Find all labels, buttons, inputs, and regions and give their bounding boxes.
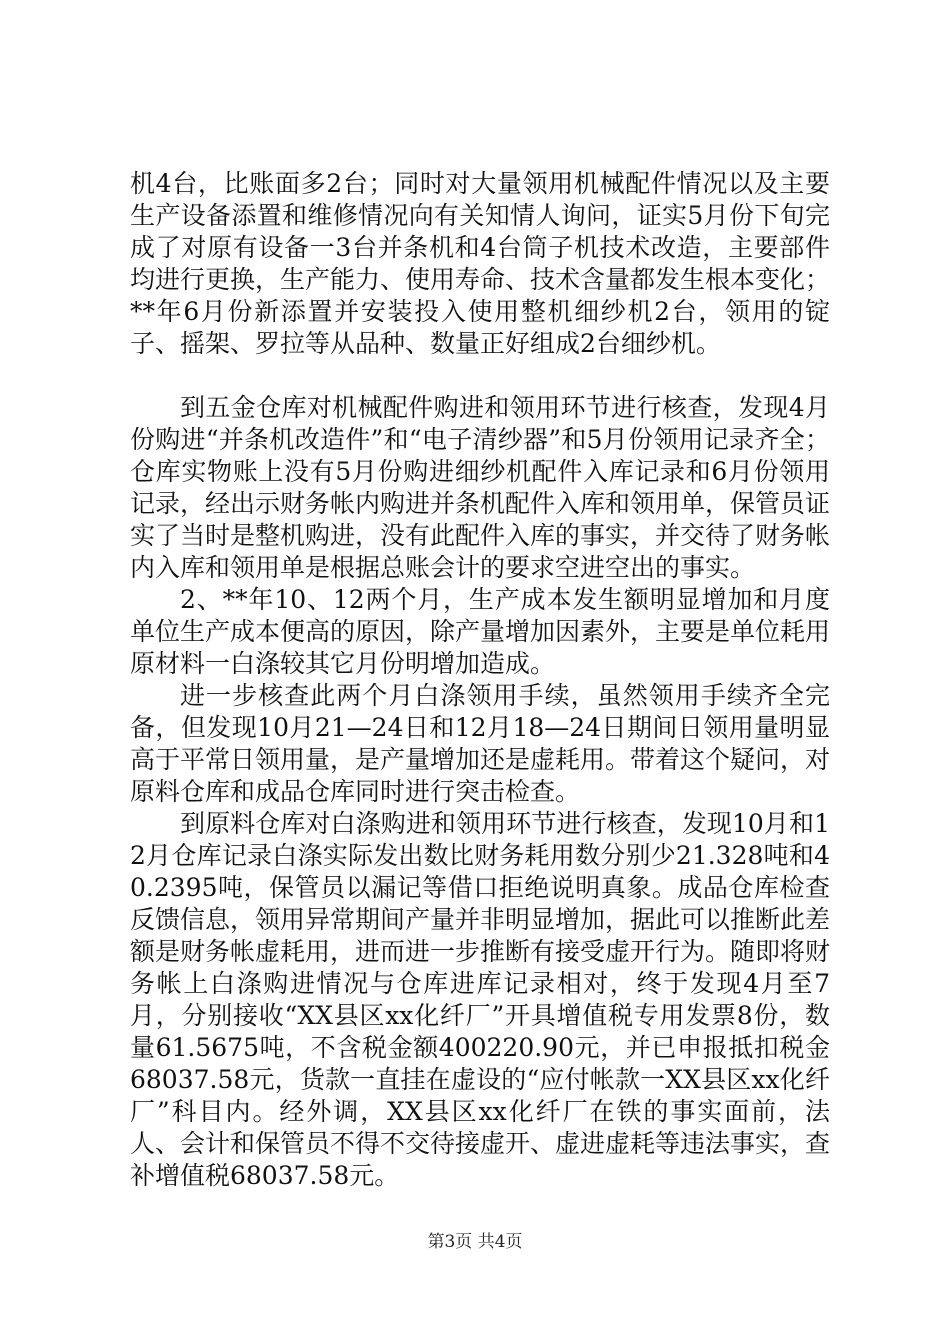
paragraph-further-check: 进一步核查此两个月白涤领用手续，虽然领用手续齐全完备，但发现10月21—24日和12月18—24日期间日领用量明显高于平常日领用量，是产量增加还是虚耗用。带着这个疑问，对原料仓库和成品仓库同时进行突击检查。 — [130, 681, 831, 806]
page-footer: 第3页 共4页 — [427, 1232, 523, 1252]
document-body — [130, 168, 830, 1192]
paragraph-hardware-warehouse: 到五金仓库对机械配件购进和领用环节进行核查，发现4月份购进“并条机改造件”和“电子清纱器”和5月份领用记录齐全；仓库实物账上没有5月份购进细纱机配件入库记录和6月份领用记录，经出示财务帐内购进并条机配件入库和领用单，保管员证实了当时是整机购进，没有此配件入库的事实，并交待了财务帐内入库和领用单是根据总账会计的要求空进空出的事实。 — [130, 393, 831, 582]
paragraph-cost-increase: 2、**年10、12两个月，生产成本发生额明显增加和月度单位生产成本便高的原因，除产量增加因素外，主要是单位耗用原材料一白涤较其它月份明增加造成。 — [130, 585, 831, 678]
paragraph-raw-material-warehouse: 到原料仓库对白涤购进和领用环节进行核查，发现10月和12月仓库记录白涤实际发出数比财务耗用数分别少21.328吨和40.2395吨，保管员以漏记等借口拒绝说明真象。成品仓库检查反馈信息，领用异常期间产量并非明显增加，据此可以推断此差额是财务帐虚耗用，进而进一步推断有接受虚开行为。随即将财务帐上白涤购进情况与仓库进库记录相对，终于发现4月至7月，分别接收“XX县区xx化纤厂”开具增值税专用发票8份，数量61.5675吨，不含税金额400220.90元，并已申报抵扣税金68037.58元，货款一直挂在虚设的“应付帐款一XX县区xx化纤厂”科目内。经外调，XX县区xx化纤厂在铁的事实面前，法人、会计和保管员不得不交待接虚开、虚进虚耗等违法事实，查补增值税68037.58元。 — [130, 809, 831, 1190]
paragraph-continuation: 机4台，比账面多2台；同时对大量领用机械配件情况以及主要生产设备添置和维修情况向有关知情人询问，证实5月份下旬完成了对原有设备一3台并条机和4台筒子机技术改造，主要部件均进行更换，生产能力、使用寿命、技术含量都发生根本变化；**年6月份新添置并安装投入使用整机细纱机2台，领用的锭子、摇架、罗拉等从品种、数量正好组成2台细纱机。 — [130, 169, 831, 358]
